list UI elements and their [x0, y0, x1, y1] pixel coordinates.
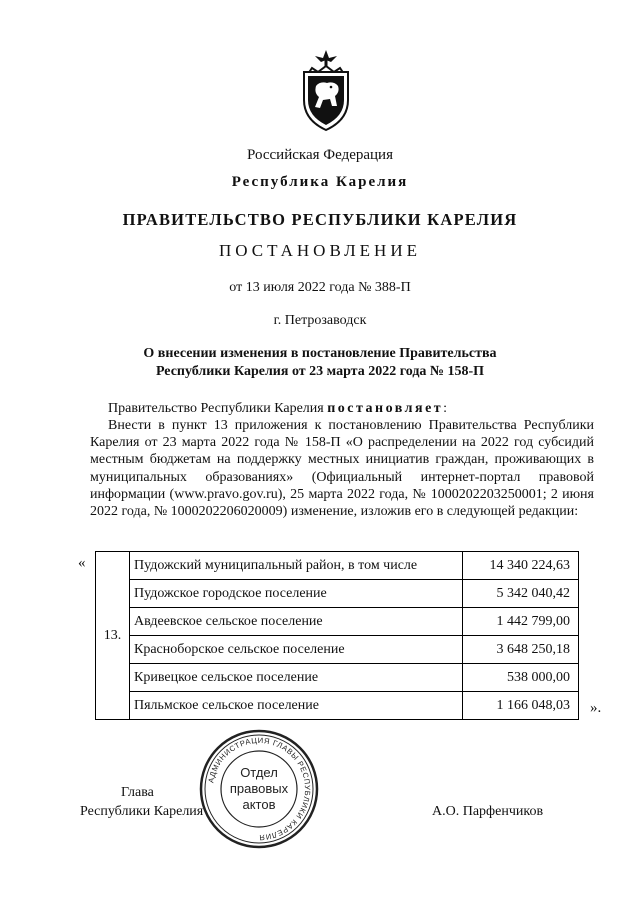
- stamp-ring-text: АДМИНИСТРАЦИЯ ГЛАВЫ РЕСПУБЛИКИ КАРЕЛИЯ: [206, 735, 313, 843]
- resolution-intro: [90, 400, 594, 417]
- item-number: 13.: [96, 552, 130, 720]
- signatory-title-line-2: Республики Карелия: [80, 804, 204, 819]
- document-subject: [0, 345, 640, 381]
- resolves-word: постановляет: [327, 401, 444, 416]
- document-date-number: от 13 июля 2022 года № 388-П: [229, 280, 411, 295]
- signatory-title-line-1: Глава: [121, 785, 154, 800]
- row-value: 3 648 250,18: [463, 636, 579, 664]
- row-name: Кривецкое сельское поселение: [130, 664, 463, 692]
- subject-line-1: О внесении изменения в постановление Правительства: [143, 346, 497, 361]
- stamp-line-1: Отдел: [240, 765, 278, 780]
- row-value: 1 442 799,00: [463, 608, 579, 636]
- republic-name: Республика Карелия: [231, 174, 409, 190]
- table-row: [96, 664, 579, 692]
- intro-text: Правительство Республики Карелия: [108, 401, 328, 416]
- row-name: Пудожское городское поселение: [130, 580, 463, 608]
- stamp-line-3: актов: [242, 797, 276, 812]
- table-row: [96, 692, 579, 720]
- row-name: Пудожский муниципальный район, в том числе: [130, 552, 463, 580]
- subject-line-2: Республики Карелия от 23 марта 2022 года № 158-П: [155, 364, 485, 379]
- resolution-text: Внести в пункт 13 приложения к постановлению Правительства Республики Карелия от 23 марта 2022 года № 158-П «О распределении на 2022 год субсидий местным бюджетам на поддержку местных инициатив граждан, проживающих в муниципальных образованиях» (Официальный интернет-портал правовой информации (www.pravo.gov.ru), 25 марта 2022 года, № 1000202203250001; 2 июня 2022 года, № 1000202206020009) изменение, изложив его в следующей редакции:: [90, 418, 594, 520]
- row-value: 1 166 048,03: [463, 692, 579, 720]
- row-name: Авдеевское сельское поселение: [130, 608, 463, 636]
- row-value: 538 000,00: [463, 664, 579, 692]
- stamp-line-2: правовых: [229, 781, 289, 796]
- coat-of-arms-emblem: [298, 48, 354, 132]
- document-city: г. Петрозаводск: [273, 313, 367, 328]
- subsidy-table: [95, 551, 579, 720]
- table-row: [96, 608, 579, 636]
- official-stamp: [198, 728, 320, 850]
- row-name: Красноборское сельское поселение: [130, 636, 463, 664]
- row-value: 14 340 224,63: [463, 552, 579, 580]
- quote-open: «: [78, 555, 86, 571]
- intro-colon: :: [443, 401, 448, 416]
- quote-close: ».: [590, 700, 602, 716]
- signatory-name: А.О. Парфенчиков: [432, 804, 544, 819]
- country-name: Российская Федерация: [247, 147, 393, 163]
- row-name: Пяльмское сельское поселение: [130, 692, 463, 720]
- document-type: ПОСТАНОВЛЕНИЕ: [218, 241, 421, 260]
- row-value: 5 342 040,42: [463, 580, 579, 608]
- table-row: [96, 580, 579, 608]
- table-row: [96, 552, 579, 580]
- government-title: ПРАВИТЕЛЬСТВО РЕСПУБЛИКИ КАРЕЛИЯ: [122, 210, 518, 229]
- table-row: [96, 636, 579, 664]
